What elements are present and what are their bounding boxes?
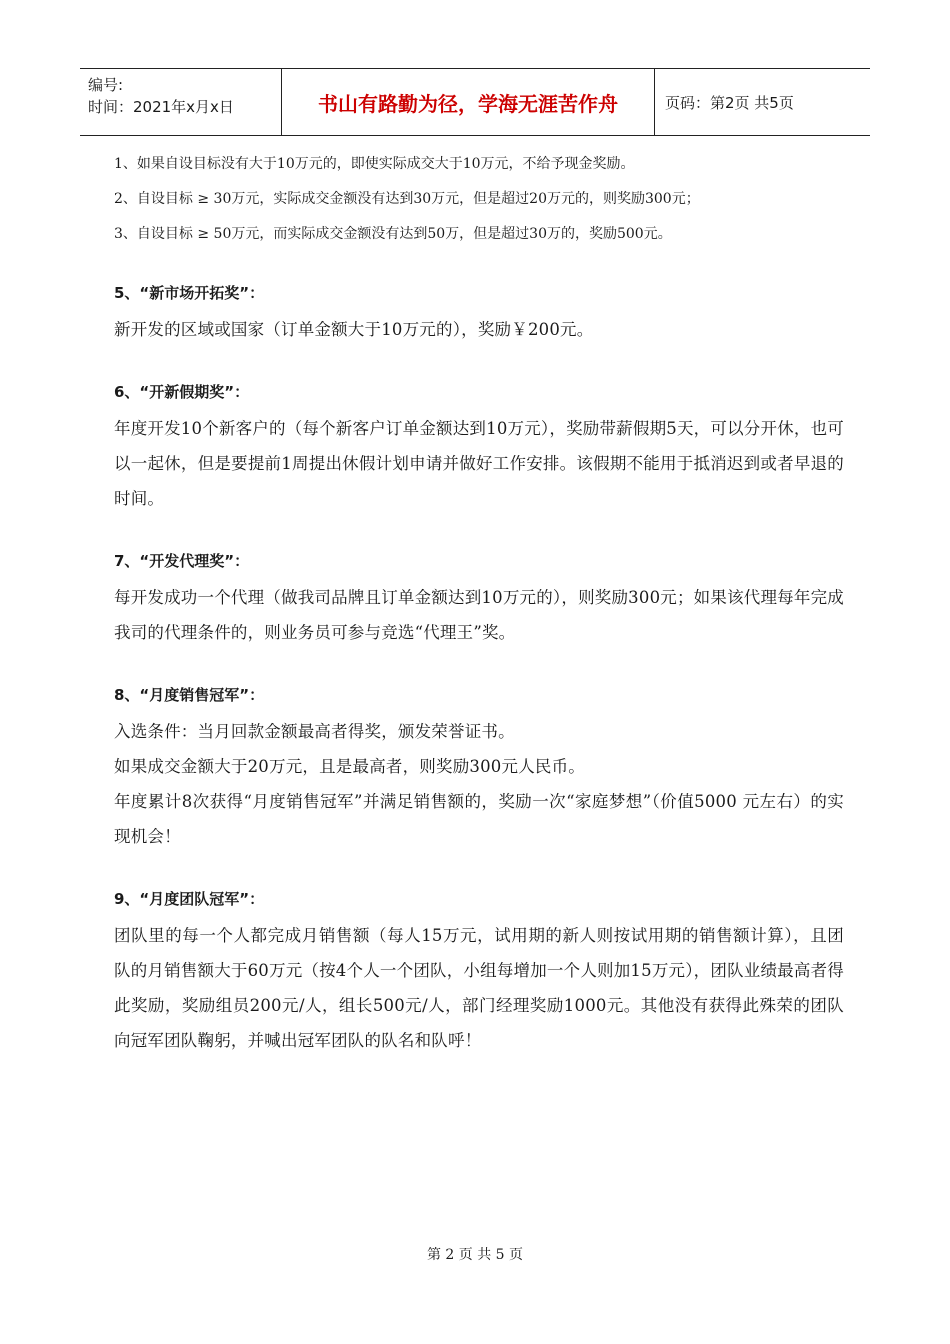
section-new-market-award [114,282,844,347]
section-title: 9、“月度团队冠军”： [114,890,265,908]
section-title: 8、“月度销售冠军”： [114,686,265,704]
section-paragraph: 如果成交金额大于20万元，且是最高者，则奖励300元人民币。 [114,757,585,776]
section-paragraph: 新开发的区域或国家（订单金额大于10万元的），奖励￥200元。 [114,320,594,339]
section-paragraph: 每开发成功一个代理（做我司品牌且订单金额达到10万元的），则奖励300元；如果该代理每年完成我司的代理条件的，则业务员可参与竞选“代理王”奖。 [114,588,844,642]
header-motto: 书山有路勤为径，学海无涯苦作舟 [282,69,655,135]
section-monthly-sales-champion [114,684,844,854]
section-paragraph: 团队里的每一个人都完成月销售额（每人15万元，试用期的新人则按试用期的销售额计算），且团队的月销售额大于60万元（按4个人一个团队，小组每增加一个人则加15万元），团队业绩最高者得此奖励，奖励组员200元/人，组长500元/人，部门经理奖励1000元。其他没有获得此殊荣的团队向冠军团队鞠躬，并喊出冠军团队的队名和队呼！ [114,926,844,1050]
document-number-label: 编号: [88,76,124,94]
document-body [114,154,844,1092]
header-meta [80,69,282,135]
rule-item: 2、自设目标 ≥ 30万元，实际成交金额没有达到30万元，但是超过20万元的，则奖励300元； [114,191,700,207]
rule-item: 1、如果自设目标没有大于10万元的，即使实际成交大于10万元，不给予现金奖励。 [114,156,635,172]
section-paragraph: 入选条件：当月回款金额最高者得奖，颁发荣誉证书。 [114,722,515,741]
section-paragraph: 年度开发10个新客户的（每个新客户订单金额达到10万元），奖励带薪假期5天，可以分开休，也可以一起休，但是要提前1周提出休假计划申请并做好工作安排。该假期不能用于抵消迟到或者早退的时间。 [114,419,844,508]
section-paragraph: 年度累计8次获得“月度销售冠军”并满足销售额的，奖励一次“家庭梦想”（价值5000 元左右）的实现机会！ [114,792,844,846]
document-date: 时间：2021年x月x日 [88,98,234,116]
rules-list [114,154,844,244]
page-footer: 第 2 页 共 5 页 [426,1247,524,1263]
section-agent-award [114,550,844,650]
section-title: 5、“新市场开拓奖”： [114,284,265,302]
rule-item: 3、自设目标 ≥ 50万元，而实际成交金额没有达到50万，但是超过30万的，奖励500元。 [114,226,672,242]
section-monthly-team-champion [114,888,844,1058]
section-title: 7、“开发代理奖”： [114,552,250,570]
section-title: 6、“开新假期奖”： [114,383,250,401]
page-header [80,68,870,136]
header-page-info: 页码：第2页 共5页 [665,93,794,112]
section-vacation-award [114,381,844,516]
